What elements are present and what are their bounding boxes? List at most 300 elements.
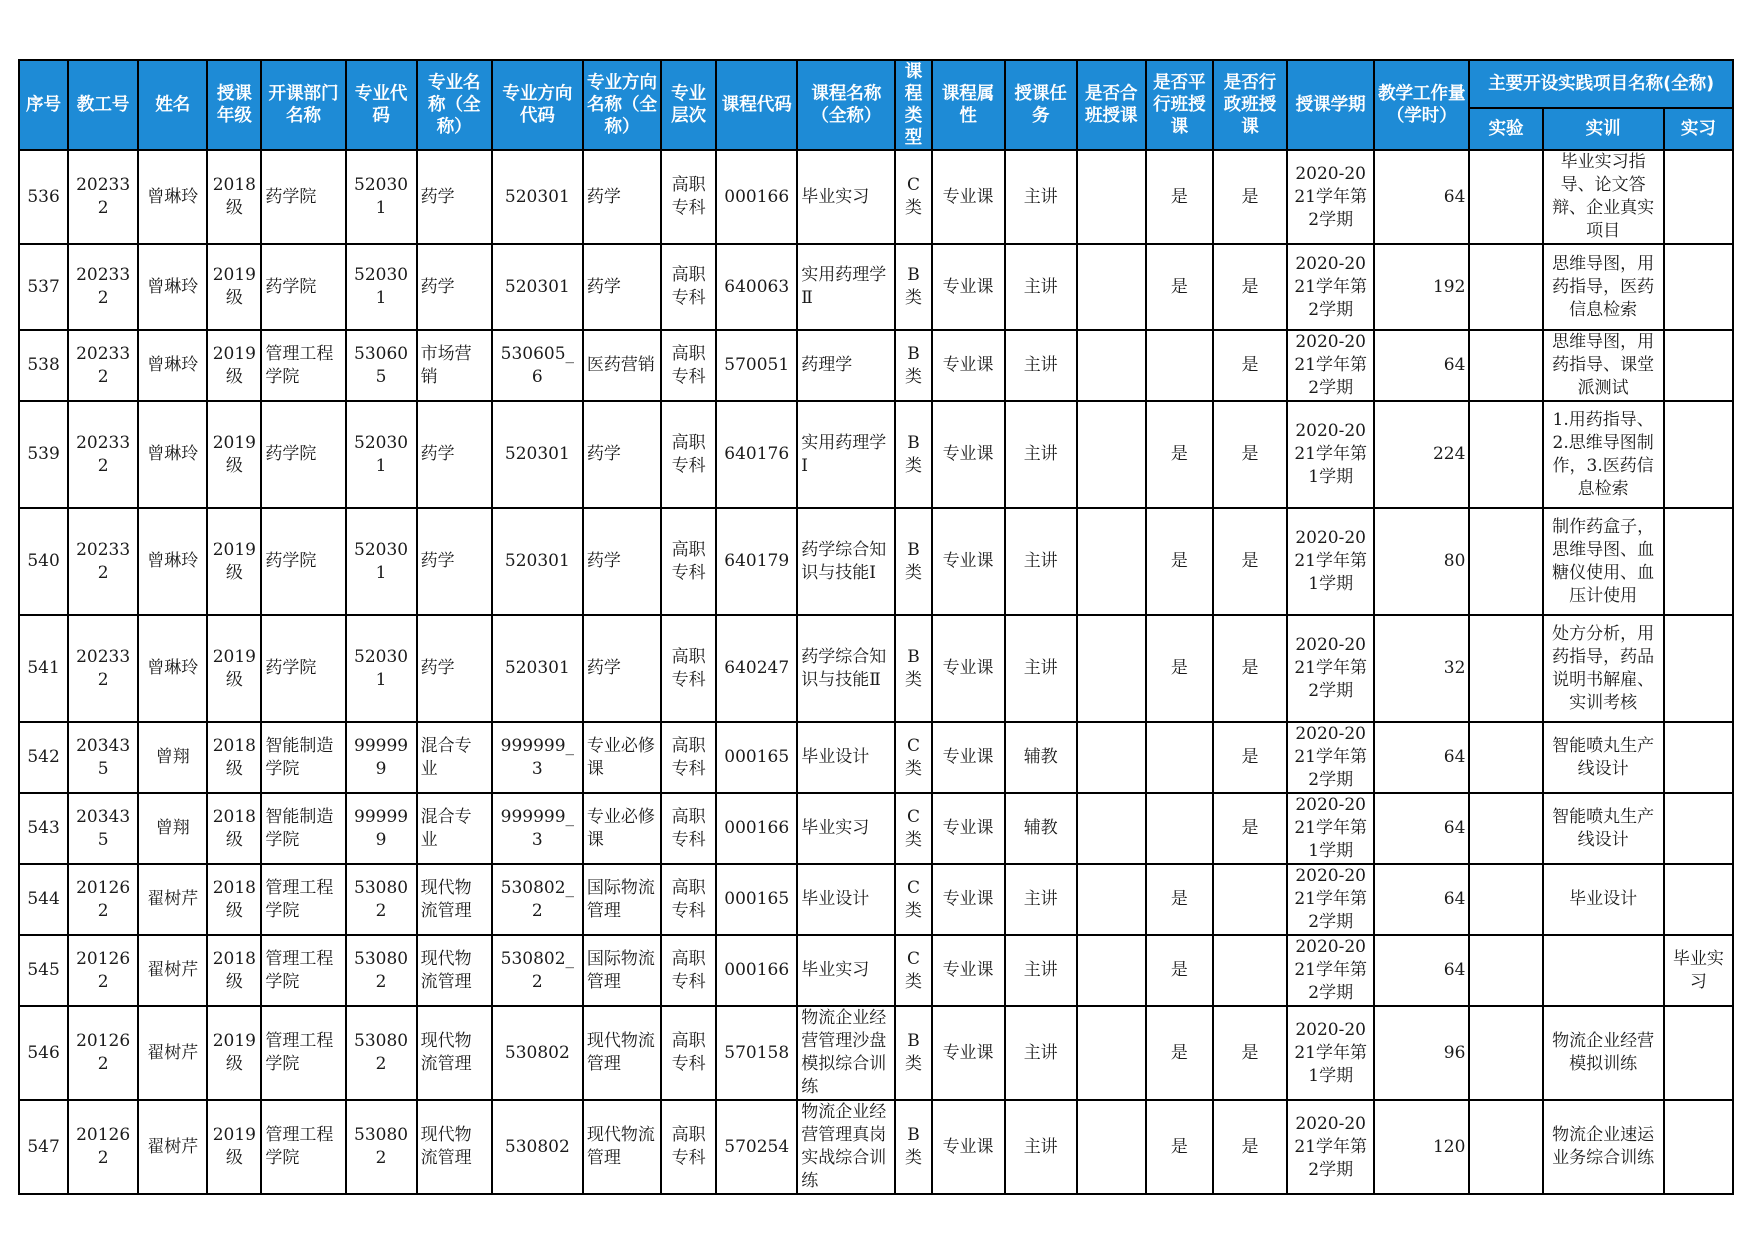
- cell-major-code: 530802: [346, 1006, 417, 1100]
- cell-direction-code: 530605_6: [492, 330, 583, 401]
- cell-task: 主讲: [1005, 508, 1077, 615]
- cell-merged-class: [1077, 150, 1146, 244]
- cell-teacher-name: 曾琳玲: [138, 150, 207, 244]
- cell-course-code: 570254: [716, 1100, 797, 1194]
- cell-hours: 64: [1374, 722, 1469, 793]
- cell-course-code: 640176: [716, 401, 797, 508]
- cell-course-name: 毕业实习: [797, 793, 895, 864]
- cell-course-code: 000166: [716, 793, 797, 864]
- cell-major-code: 530802: [346, 864, 417, 935]
- cell-grade: 2019级: [207, 401, 261, 508]
- cell-course-type: C类: [895, 864, 931, 935]
- cell-major-code: 520301: [346, 401, 417, 508]
- cell-dept-name: 管理工程学院: [261, 935, 345, 1006]
- cell-merged-class: [1077, 1100, 1146, 1194]
- cell-parallel-class: 是: [1146, 244, 1213, 330]
- cell-admin-class: 是: [1213, 722, 1287, 793]
- col-header-parallel: 是否平行班授课: [1146, 60, 1213, 150]
- table-row: [19, 615, 1733, 722]
- cell-experiment: [1469, 508, 1542, 615]
- table-body: [19, 150, 1733, 1194]
- cell-major-code: 520301: [346, 508, 417, 615]
- cell-hours: 64: [1374, 864, 1469, 935]
- cell-internship: [1664, 150, 1733, 244]
- cell-dept-name: 药学院: [261, 615, 345, 722]
- cell-parallel-class: [1146, 793, 1213, 864]
- cell-parallel-class: 是: [1146, 1100, 1213, 1194]
- table-row: [19, 330, 1733, 401]
- cell-major-name: 药学: [417, 244, 492, 330]
- cell-dept-name: 智能制造学院: [261, 793, 345, 864]
- cell-teacher-name: 曾琳玲: [138, 508, 207, 615]
- cell-term: 2020-2021学年第1学期: [1287, 1006, 1374, 1100]
- cell-term: 2020-2021学年第1学期: [1287, 401, 1374, 508]
- cell-training: 思维导图，用药指导、课堂派测试: [1543, 330, 1664, 401]
- cell-parallel-class: 是: [1146, 1006, 1213, 1100]
- cell-course-type: B类: [895, 330, 931, 401]
- table-row: [19, 793, 1733, 864]
- cell-direction-code: 999999_3: [492, 722, 583, 793]
- cell-parallel-class: 是: [1146, 935, 1213, 1006]
- cell-row-number: 539: [19, 401, 68, 508]
- cell-course-type: C类: [895, 793, 931, 864]
- cell-major-code: 520301: [346, 150, 417, 244]
- table-header: [19, 60, 1733, 150]
- cell-task: 主讲: [1005, 150, 1077, 244]
- cell-row-number: 538: [19, 330, 68, 401]
- cell-direction-code: 520301: [492, 244, 583, 330]
- cell-hours: 64: [1374, 935, 1469, 1006]
- cell-major-code: 520301: [346, 244, 417, 330]
- cell-course-attr: 专业课: [932, 935, 1005, 1006]
- cell-direction-name: 医药营销: [583, 330, 661, 401]
- cell-training: 物流企业经营模拟训练: [1543, 1006, 1664, 1100]
- col-header-jgh: 教工号: [68, 60, 138, 150]
- cell-course-type: C类: [895, 150, 931, 244]
- cell-row-number: 546: [19, 1006, 68, 1100]
- cell-admin-class: [1213, 864, 1287, 935]
- cell-course-code: 570158: [716, 1006, 797, 1100]
- cell-course-type: B类: [895, 401, 931, 508]
- cell-direction-code: 530802_2: [492, 935, 583, 1006]
- cell-level: 高职专科: [661, 615, 716, 722]
- col-header-dept: 开课部门名称: [261, 60, 345, 150]
- cell-admin-class: 是: [1213, 793, 1287, 864]
- cell-term: 2020-2021学年第2学期: [1287, 1100, 1374, 1194]
- cell-level: 高职专科: [661, 1006, 716, 1100]
- cell-course-type: B类: [895, 615, 931, 722]
- cell-course-code: 000165: [716, 864, 797, 935]
- cell-course-code: 640179: [716, 508, 797, 615]
- cell-term: 2020-2021学年第2学期: [1287, 722, 1374, 793]
- cell-row-number: 537: [19, 244, 68, 330]
- cell-level: 高职专科: [661, 935, 716, 1006]
- cell-term: 2020-2021学年第2学期: [1287, 864, 1374, 935]
- cell-direction-code: 530802: [492, 1100, 583, 1194]
- cell-employee-id: 201262: [68, 864, 138, 935]
- cell-direction-name: 专业必修课: [583, 793, 661, 864]
- cell-teacher-name: 曾琳玲: [138, 330, 207, 401]
- cell-teacher-name: 翟树芹: [138, 1100, 207, 1194]
- cell-internship: [1664, 244, 1733, 330]
- cell-major-code: 520301: [346, 615, 417, 722]
- cell-internship: [1664, 864, 1733, 935]
- cell-teacher-name: 曾琳玲: [138, 615, 207, 722]
- cell-hours: 224: [1374, 401, 1469, 508]
- cell-employee-id: 203435: [68, 793, 138, 864]
- cell-level: 高职专科: [661, 1100, 716, 1194]
- table-row: [19, 722, 1733, 793]
- cell-course-code: 570051: [716, 330, 797, 401]
- cell-task: 主讲: [1005, 1100, 1077, 1194]
- cell-training: 处方分析，用药指导，药品说明书解雇、实训考核: [1543, 615, 1664, 722]
- cell-teacher-name: 翟树芹: [138, 935, 207, 1006]
- cell-admin-class: [1213, 935, 1287, 1006]
- cell-course-name: 实用药理学Ⅰ: [797, 401, 895, 508]
- cell-internship: [1664, 793, 1733, 864]
- table-row: [19, 150, 1733, 244]
- cell-direction-code: 530802: [492, 1006, 583, 1100]
- cell-direction-code: 530802_2: [492, 864, 583, 935]
- cell-task: 主讲: [1005, 330, 1077, 401]
- cell-training: 制作药盒子，思维导图、血糖仪使用、血压计使用: [1543, 508, 1664, 615]
- cell-level: 高职专科: [661, 793, 716, 864]
- cell-training: 毕业实习指导、论文答辩、企业真实项目: [1543, 150, 1664, 244]
- cell-admin-class: 是: [1213, 401, 1287, 508]
- cell-level: 高职专科: [661, 244, 716, 330]
- cell-experiment: [1469, 615, 1542, 722]
- cell-training: [1543, 935, 1664, 1006]
- cell-course-attr: 专业课: [932, 244, 1005, 330]
- cell-employee-id: 201262: [68, 935, 138, 1006]
- cell-merged-class: [1077, 330, 1146, 401]
- cell-parallel-class: 是: [1146, 508, 1213, 615]
- cell-parallel-class: [1146, 722, 1213, 793]
- cell-course-code: 640247: [716, 615, 797, 722]
- cell-row-number: 542: [19, 722, 68, 793]
- col-header-direction-name: 专业方向名称（全称）: [583, 60, 661, 150]
- cell-course-attr: 专业课: [932, 150, 1005, 244]
- cell-major-name: 药学: [417, 401, 492, 508]
- cell-major-name: 现代物流管理: [417, 935, 492, 1006]
- cell-dept-name: 药学院: [261, 401, 345, 508]
- col-header-xm: 姓名: [138, 60, 207, 150]
- cell-merged-class: [1077, 401, 1146, 508]
- cell-teacher-name: 曾琳玲: [138, 401, 207, 508]
- cell-employee-id: 201262: [68, 1100, 138, 1194]
- cell-task: 主讲: [1005, 1006, 1077, 1100]
- cell-experiment: [1469, 1100, 1542, 1194]
- cell-employee-id: 203435: [68, 722, 138, 793]
- cell-training: 1.用药指导、2.思维导图制作，3.医药信息检索: [1543, 401, 1664, 508]
- teaching-workload-table: [18, 59, 1734, 1195]
- cell-major-code: 530802: [346, 1100, 417, 1194]
- cell-internship: [1664, 1100, 1733, 1194]
- cell-major-name: 现代物流管理: [417, 864, 492, 935]
- cell-course-code: 000166: [716, 150, 797, 244]
- cell-course-name: 药理学: [797, 330, 895, 401]
- cell-experiment: [1469, 244, 1542, 330]
- cell-major-name: 药学: [417, 150, 492, 244]
- cell-direction-name: 现代物流管理: [583, 1100, 661, 1194]
- col-header-internship: 实习: [1664, 108, 1733, 150]
- cell-internship: [1664, 508, 1733, 615]
- cell-major-code: 999999: [346, 793, 417, 864]
- cell-course-attr: 专业课: [932, 793, 1005, 864]
- cell-teacher-name: 曾琳玲: [138, 244, 207, 330]
- cell-direction-name: 药学: [583, 508, 661, 615]
- cell-level: 高职专科: [661, 401, 716, 508]
- cell-course-attr: 专业课: [932, 401, 1005, 508]
- cell-experiment: [1469, 935, 1542, 1006]
- cell-dept-name: 管理工程学院: [261, 330, 345, 401]
- cell-course-attr: 专业课: [932, 615, 1005, 722]
- cell-level: 高职专科: [661, 508, 716, 615]
- col-header-course-attr: 课程属性: [932, 60, 1005, 150]
- table-row: [19, 1006, 1733, 1100]
- col-header-major-name: 专业名称（全称）: [417, 60, 492, 150]
- cell-major-code: 999999: [346, 722, 417, 793]
- cell-admin-class: 是: [1213, 615, 1287, 722]
- cell-course-name: 药学综合知识与技能Ⅱ: [797, 615, 895, 722]
- cell-term: 2020-2021学年第2学期: [1287, 935, 1374, 1006]
- cell-training: 物流企业速运业务综合训练: [1543, 1100, 1664, 1194]
- cell-merged-class: [1077, 935, 1146, 1006]
- cell-grade: 2018级: [207, 793, 261, 864]
- cell-row-number: 543: [19, 793, 68, 864]
- cell-internship: [1664, 722, 1733, 793]
- cell-dept-name: 管理工程学院: [261, 1100, 345, 1194]
- col-header-hours: 教学工作量（学时）: [1374, 60, 1469, 150]
- cell-major-name: 混合专业: [417, 722, 492, 793]
- cell-level: 高职专科: [661, 864, 716, 935]
- cell-course-code: 000166: [716, 935, 797, 1006]
- cell-admin-class: 是: [1213, 150, 1287, 244]
- cell-parallel-class: 是: [1146, 150, 1213, 244]
- cell-direction-name: 药学: [583, 401, 661, 508]
- col-header-course-code: 课程代码: [716, 60, 797, 150]
- col-header-admin: 是否行政班授课: [1213, 60, 1287, 150]
- cell-employee-id: 202332: [68, 508, 138, 615]
- cell-row-number: 540: [19, 508, 68, 615]
- cell-teacher-name: 翟树芹: [138, 1006, 207, 1100]
- cell-course-name: 毕业设计: [797, 722, 895, 793]
- cell-merged-class: [1077, 793, 1146, 864]
- cell-row-number: 536: [19, 150, 68, 244]
- cell-direction-code: 520301: [492, 401, 583, 508]
- cell-employee-id: 202332: [68, 244, 138, 330]
- cell-term: 2020-2021学年第1学期: [1287, 793, 1374, 864]
- cell-term: 2020-2021学年第2学期: [1287, 615, 1374, 722]
- cell-dept-name: 智能制造学院: [261, 722, 345, 793]
- col-header-practice-group: 主要开设实践项目名称(全称): [1469, 60, 1733, 108]
- cell-major-name: 混合专业: [417, 793, 492, 864]
- cell-task: 主讲: [1005, 935, 1077, 1006]
- col-header-grade: 授课年级: [207, 60, 261, 150]
- cell-grade: 2018级: [207, 150, 261, 244]
- cell-course-attr: 专业课: [932, 722, 1005, 793]
- cell-experiment: [1469, 722, 1542, 793]
- cell-course-type: B类: [895, 244, 931, 330]
- cell-row-number: 547: [19, 1100, 68, 1194]
- cell-employee-id: 202332: [68, 330, 138, 401]
- cell-admin-class: 是: [1213, 1006, 1287, 1100]
- cell-direction-name: 专业必修课: [583, 722, 661, 793]
- table-row: [19, 864, 1733, 935]
- cell-dept-name: 药学院: [261, 150, 345, 244]
- cell-course-name: 物流企业经营管理真岗实战综合训练: [797, 1100, 895, 1194]
- col-header-level: 专业层次: [661, 60, 716, 150]
- cell-course-type: C类: [895, 935, 931, 1006]
- cell-parallel-class: 是: [1146, 615, 1213, 722]
- cell-parallel-class: 是: [1146, 864, 1213, 935]
- cell-level: 高职专科: [661, 330, 716, 401]
- cell-experiment: [1469, 401, 1542, 508]
- cell-training: 智能喷丸生产线设计: [1543, 793, 1664, 864]
- cell-experiment: [1469, 1006, 1542, 1100]
- col-header-course-type: 课程类型: [895, 60, 931, 150]
- cell-experiment: [1469, 864, 1542, 935]
- col-header-term: 授课学期: [1287, 60, 1374, 150]
- cell-course-attr: 专业课: [932, 1006, 1005, 1100]
- cell-direction-code: 520301: [492, 615, 583, 722]
- cell-term: 2020-2021学年第1学期: [1287, 508, 1374, 615]
- cell-grade: 2019级: [207, 1006, 261, 1100]
- cell-employee-id: 202332: [68, 401, 138, 508]
- cell-row-number: 544: [19, 864, 68, 935]
- cell-course-attr: 专业课: [932, 508, 1005, 615]
- cell-experiment: [1469, 150, 1542, 244]
- col-header-experiment: 实验: [1469, 108, 1542, 150]
- cell-level: 高职专科: [661, 150, 716, 244]
- cell-internship: [1664, 401, 1733, 508]
- cell-hours: 64: [1374, 330, 1469, 401]
- cell-course-type: B类: [895, 1006, 931, 1100]
- cell-training: 思维导图，用药指导，医药信息检索: [1543, 244, 1664, 330]
- cell-grade: 2018级: [207, 864, 261, 935]
- cell-experiment: [1469, 793, 1542, 864]
- cell-task: 辅教: [1005, 793, 1077, 864]
- cell-major-name: 现代物流管理: [417, 1006, 492, 1100]
- table-row: [19, 508, 1733, 615]
- cell-direction-name: 药学: [583, 244, 661, 330]
- cell-major-code: 530802: [346, 935, 417, 1006]
- cell-teacher-name: 曾翔: [138, 722, 207, 793]
- cell-merged-class: [1077, 864, 1146, 935]
- table-row: [19, 1100, 1733, 1194]
- cell-direction-code: 999999_3: [492, 793, 583, 864]
- cell-hours: 64: [1374, 150, 1469, 244]
- cell-grade: 2018级: [207, 935, 261, 1006]
- col-header-merged: 是否合班授课: [1077, 60, 1146, 150]
- cell-direction-code: 520301: [492, 150, 583, 244]
- cell-hours: 96: [1374, 1006, 1469, 1100]
- cell-major-code: 530605: [346, 330, 417, 401]
- cell-course-attr: 专业课: [932, 330, 1005, 401]
- cell-admin-class: 是: [1213, 508, 1287, 615]
- cell-admin-class: 是: [1213, 1100, 1287, 1194]
- cell-hours: 64: [1374, 793, 1469, 864]
- cell-direction-name: 药学: [583, 615, 661, 722]
- cell-direction-code: 520301: [492, 508, 583, 615]
- cell-task: 主讲: [1005, 864, 1077, 935]
- cell-row-number: 541: [19, 615, 68, 722]
- cell-major-name: 市场营销: [417, 330, 492, 401]
- cell-teacher-name: 翟树芹: [138, 864, 207, 935]
- cell-merged-class: [1077, 508, 1146, 615]
- cell-task: 主讲: [1005, 244, 1077, 330]
- cell-merged-class: [1077, 722, 1146, 793]
- cell-course-name: 药学综合知识与技能Ⅰ: [797, 508, 895, 615]
- cell-course-attr: 专业课: [932, 864, 1005, 935]
- cell-term: 2020-2021学年第2学期: [1287, 330, 1374, 401]
- cell-employee-id: 202332: [68, 150, 138, 244]
- cell-task: 主讲: [1005, 401, 1077, 508]
- cell-major-name: 现代物流管理: [417, 1100, 492, 1194]
- cell-experiment: [1469, 330, 1542, 401]
- cell-training: 毕业设计: [1543, 864, 1664, 935]
- cell-grade: 2019级: [207, 330, 261, 401]
- cell-course-attr: 专业课: [932, 1100, 1005, 1194]
- cell-term: 2020-2021学年第2学期: [1287, 244, 1374, 330]
- col-header-task: 授课任务: [1005, 60, 1077, 150]
- cell-grade: 2018级: [207, 722, 261, 793]
- cell-internship: [1664, 330, 1733, 401]
- col-header-direction-code: 专业方向代码: [492, 60, 583, 150]
- cell-grade: 2019级: [207, 615, 261, 722]
- cell-course-type: C类: [895, 722, 931, 793]
- cell-merged-class: [1077, 615, 1146, 722]
- col-header-course-name: 课程名称（全称）: [797, 60, 895, 150]
- cell-dept-name: 管理工程学院: [261, 1006, 345, 1100]
- cell-parallel-class: 是: [1146, 401, 1213, 508]
- cell-parallel-class: [1146, 330, 1213, 401]
- cell-grade: 2019级: [207, 508, 261, 615]
- cell-training: 智能喷丸生产线设计: [1543, 722, 1664, 793]
- cell-grade: 2019级: [207, 244, 261, 330]
- cell-employee-id: 202332: [68, 615, 138, 722]
- cell-admin-class: 是: [1213, 330, 1287, 401]
- cell-hours: 192: [1374, 244, 1469, 330]
- cell-dept-name: 药学院: [261, 244, 345, 330]
- cell-major-name: 药学: [417, 615, 492, 722]
- table-row: [19, 244, 1733, 330]
- table-row: [19, 401, 1733, 508]
- cell-internship: 毕业实习: [1664, 935, 1733, 1006]
- cell-direction-name: 药学: [583, 150, 661, 244]
- cell-term: 2020-2021学年第2学期: [1287, 150, 1374, 244]
- cell-dept-name: 管理工程学院: [261, 864, 345, 935]
- cell-course-type: B类: [895, 508, 931, 615]
- cell-task: 辅教: [1005, 722, 1077, 793]
- cell-course-code: 000165: [716, 722, 797, 793]
- cell-course-name: 实用药理学Ⅱ: [797, 244, 895, 330]
- cell-direction-name: 现代物流管理: [583, 1006, 661, 1100]
- cell-task: 主讲: [1005, 615, 1077, 722]
- cell-grade: 2019级: [207, 1100, 261, 1194]
- cell-course-type: B类: [895, 1100, 931, 1194]
- cell-course-code: 640063: [716, 244, 797, 330]
- col-header-xh: 序号: [19, 60, 68, 150]
- cell-hours: 120: [1374, 1100, 1469, 1194]
- cell-merged-class: [1077, 244, 1146, 330]
- cell-row-number: 545: [19, 935, 68, 1006]
- cell-course-name: 物流企业经营管理沙盘模拟综合训练: [797, 1006, 895, 1100]
- cell-major-name: 药学: [417, 508, 492, 615]
- cell-direction-name: 国际物流管理: [583, 935, 661, 1006]
- cell-course-name: 毕业实习: [797, 150, 895, 244]
- cell-course-name: 毕业设计: [797, 864, 895, 935]
